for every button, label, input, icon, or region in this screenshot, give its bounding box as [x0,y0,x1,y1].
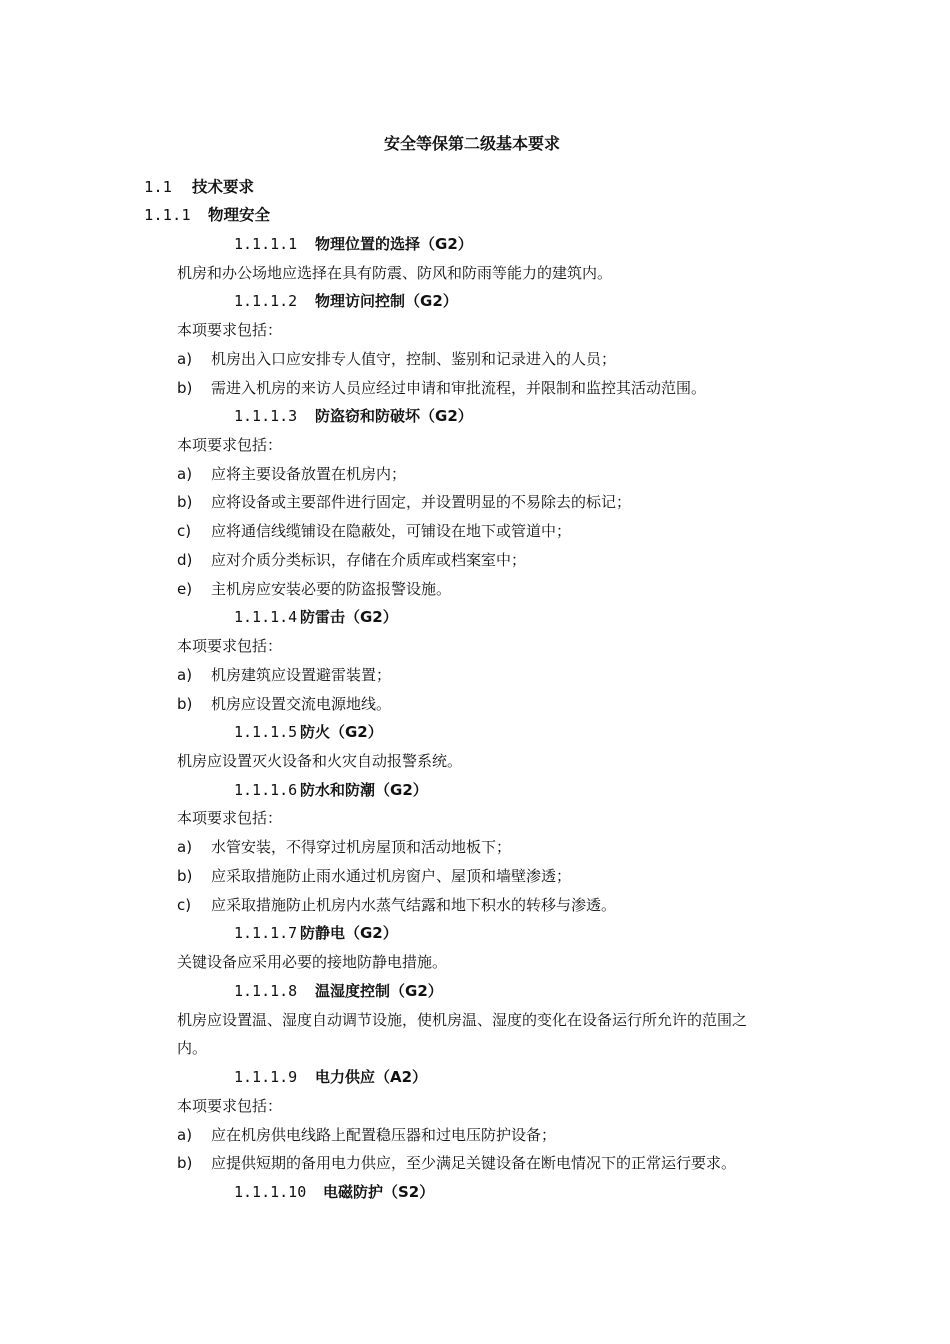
list-text: 应对介质分类标识，存储在介质库或档案室中； [211,551,527,569]
list-text: 应采取措施防止雨水通过机房窗户、屋顶和墙壁渗透； [211,867,572,885]
list-text: 主机房应安装必要的防盗报警设施。 [211,580,452,598]
heading-number: 1.1.1.3 [234,407,298,425]
heading-text: 物理访问控制（G2） [315,292,458,310]
list-text: 应在机房供电线路上配置稳压器和过电压防护设备； [211,1126,557,1144]
heading-1-1 [144,177,254,197]
list-item [177,694,391,714]
list-item [177,895,616,915]
paragraph: 机房应设置灭火设备和火灾自动报警系统。 [177,752,463,770]
list-item [177,521,571,541]
heading-text: 防静电（G2） [300,924,398,942]
list-text: 应将设备或主要部件进行固定，并设置明显的不易除去的标记； [211,493,632,511]
heading-number: 1.1.1.9 [234,1068,298,1086]
heading-text: 技术要求 [192,178,255,196]
list-marker: b) [177,695,193,713]
list-marker: a) [177,838,193,856]
list-item [177,464,406,484]
list-item [177,1153,736,1173]
heading-number: 1.1.1.7 [234,924,298,942]
heading-text: 防盗窃和防破坏（G2） [315,407,473,425]
heading-text: 防雷击（G2） [300,608,398,626]
list-item [177,1125,556,1145]
paragraph-intro: 本项要求包括： [177,809,283,827]
list-item [177,837,511,857]
paragraph-intro: 本项要求包括： [177,637,283,655]
list-item [177,665,391,685]
list-item [177,866,571,886]
list-marker: a) [177,350,193,368]
heading-text: 防火（G2） [300,723,383,741]
paragraph: 机房应设置温、湿度自动调节设施，使机房温、湿度的变化在设备运行所允许的范围之 [177,1011,748,1029]
list-marker: c) [177,896,192,914]
heading-1-1-1-7 [234,923,398,943]
heading-number: 1.1.1.4 [234,608,298,626]
heading-1-1-1-4 [234,607,398,627]
list-item [177,349,616,369]
heading-1-1-1-3 [234,406,473,426]
list-text: 机房应设置交流电源地线。 [211,695,392,713]
heading-text: 物理安全 [208,206,271,224]
list-marker: b) [177,379,193,397]
list-marker: a) [177,666,193,684]
list-item [177,378,706,398]
list-item [177,579,451,599]
heading-1-1-1-1 [234,234,473,254]
list-text: 应将通信线缆铺设在隐蔽处，可铺设在地下或管道中； [211,522,572,540]
list-text: 机房建筑应设置避雷装置； [211,666,392,684]
list-marker: c) [177,522,192,540]
heading-number: 1.1.1.10 [234,1183,307,1201]
heading-number: 1.1 [144,178,172,196]
list-text: 需进入机房的来访人员应经过申请和审批流程，并限制和监控其活动范围。 [211,379,707,397]
heading-text: 物理位置的选择（G2） [315,235,473,253]
list-item [177,492,631,512]
heading-text: 电磁防护（S2） [323,1183,435,1201]
heading-1-1-1-9 [234,1067,427,1087]
paragraph-intro: 本项要求包括： [177,321,283,339]
paragraph: 机房和办公场地应选择在具有防震、防风和防雨等能力的建筑内。 [177,264,613,282]
heading-number: 1.1.1 [144,206,191,224]
heading-number: 1.1.1.2 [234,292,298,310]
heading-text: 电力供应（A2） [315,1068,428,1086]
list-marker: b) [177,1154,193,1172]
list-text: 应采取措施防止机房内水蒸气结露和地下积水的转移与渗透。 [211,896,617,914]
list-item [177,550,526,570]
heading-1-1-1-8 [234,981,443,1001]
heading-number: 1.1.1.5 [234,723,298,741]
list-marker: a) [177,465,193,483]
heading-1-1-1 [144,205,270,225]
heading-number: 1.1.1.8 [234,982,298,1000]
paragraph-intro: 本项要求包括： [177,436,283,454]
heading-1-1-1-5 [234,722,383,742]
list-marker: b) [177,493,193,511]
list-marker: a) [177,1126,193,1144]
document-title: 安全等保第二级基本要求 [384,134,561,153]
heading-number: 1.1.1.6 [234,781,298,799]
list-text: 应提供短期的备用电力供应，至少满足关键设备在断电情况下的正常运行要求。 [211,1154,737,1172]
list-text: 应将主要设备放置在机房内； [211,465,407,483]
heading-1-1-1-2 [234,291,458,311]
heading-number: 1.1.1.1 [234,235,298,253]
paragraph: 关键设备应采用必要的接地防静电措施。 [177,953,448,971]
list-marker: d) [177,551,193,569]
heading-1-1-1-6 [234,780,428,800]
heading-text: 防水和防潮（G2） [300,781,428,799]
heading-1-1-1-10 [234,1182,434,1202]
list-marker: b) [177,867,193,885]
paragraph-continuation: 内。 [177,1039,208,1057]
list-marker: e) [177,580,193,598]
paragraph-intro: 本项要求包括： [177,1097,283,1115]
list-text: 水管安装，不得穿过机房屋顶和活动地板下； [211,838,512,856]
list-text: 机房出入口应安排专人值守，控制、鉴别和记录进入的人员； [211,350,617,368]
heading-text: 温湿度控制（G2） [315,982,443,1000]
